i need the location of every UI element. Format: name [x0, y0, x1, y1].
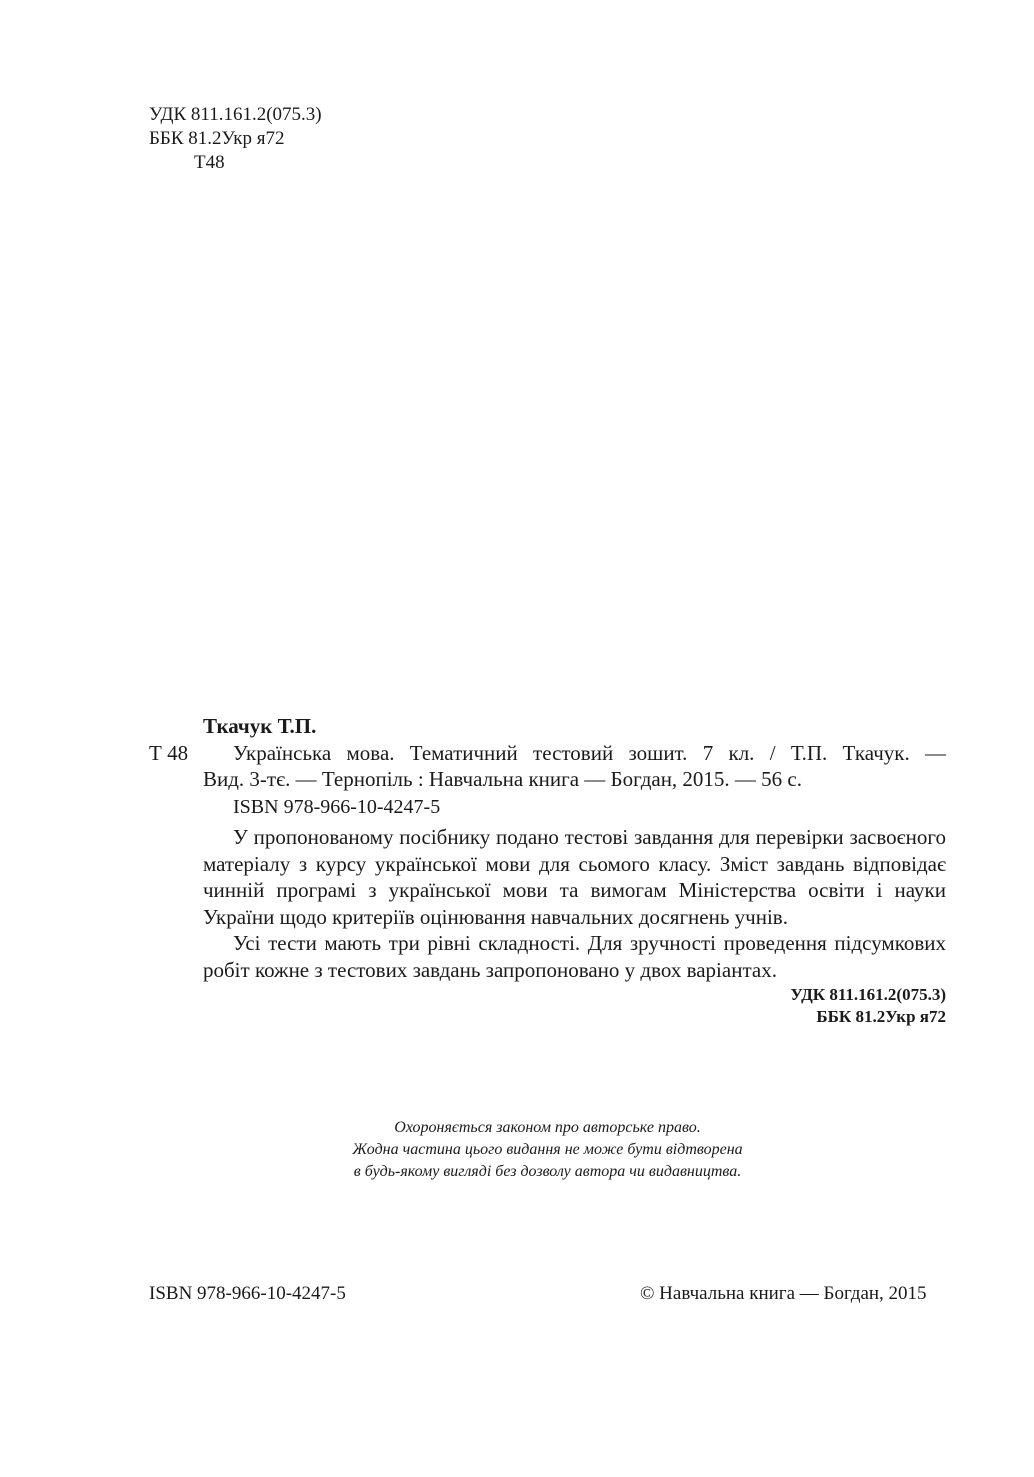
footer-isbn: ISBN 978-966-10-4247-5 [149, 1283, 346, 1304]
record-isbn: ISBN 978-966-10-4247-5 [233, 795, 441, 818]
abstract-paragraph-2: Усі тести мають три рівні складності. Для зручності проведення підсумкових робіт кожне з тестових завдань запропоновано у двох варіантах. [203, 931, 946, 982]
author-name: Ткачук Т.П. [203, 714, 317, 738]
record-bbk: ББК 81.2Укр я72 [816, 1007, 946, 1026]
notice-line-1: Охороняється законом про авторське право. [394, 1119, 701, 1136]
abstract [149, 824, 946, 1028]
record-cipher: Т 48 [149, 740, 189, 765]
title-block [149, 740, 946, 793]
copyright-notice [250, 1117, 845, 1183]
record-codes [203, 984, 946, 1028]
title-line-1: Українська мова. Тематичний тестовий зошит. 7 кл. / Т.П. Ткачук. — [233, 740, 946, 765]
notice-line-2: Жодна частина цього видання не може бути відтворена [352, 1141, 743, 1158]
notice-line-3: в будь-якому вигляді без дозволу автора чи видавництва. [353, 1163, 742, 1180]
bibliographic-record [149, 713, 946, 1028]
bbk-code: ББК 81.2Укр я72 [149, 128, 285, 149]
udk-code: УДК 811.161.2(075.3) [149, 104, 322, 125]
record-udk: УДК 811.161.2(075.3) [790, 985, 946, 1004]
abstract-paragraph-1: У пропонованому посібнику подано тестові завдання для перевірки засвоєного матеріалу з курсу української мови для сьомого класу. Зміст завдань відповідає чинній програмі з української мови та вимогам Міністерства освіти і науки України щодо критеріїв оцінювання навчальних досягнень учнів. [203, 825, 946, 929]
title-line-2: Вид. 3-тє. — Тернопіль : Навчальна книга — Богдан, 2015. — 56 с. [203, 767, 803, 791]
author-cipher: Т48 [194, 152, 225, 173]
classification-block [149, 103, 322, 175]
footer-copyright: © Навчальна книга — Богдан, 2015 [640, 1283, 927, 1304]
